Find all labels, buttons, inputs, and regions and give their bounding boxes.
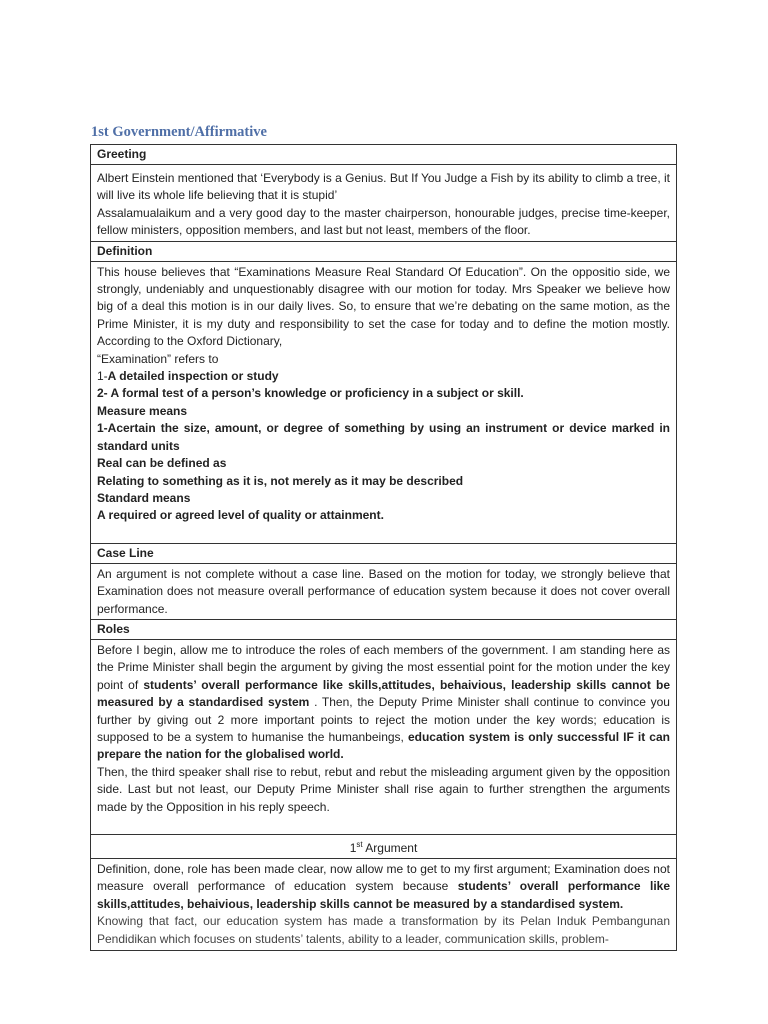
definition-exam-refers: “Examination” refers to <box>97 351 219 366</box>
measure-means: Measure means <box>97 403 188 418</box>
roles-paragraph-2: Then, the third speaker shall rise to rebut, rebut and rebut the misleading argument given by the opposition side. Last but not least, our Deputy Prime Minister shall rise again to further strengthen the arguments made by the Opposition in his reply speech. <box>97 764 670 814</box>
argument-cell <box>91 859 676 951</box>
greeting-header: Greeting <box>91 145 676 165</box>
definition-1-num: 1- <box>97 369 108 384</box>
roles-cell <box>91 640 676 835</box>
measure-definition: 1-Acertain the size, amount, or degree of something by using an instrument or device marked in standard units <box>97 421 670 453</box>
argument-suffix: st <box>356 840 363 849</box>
roles-text-b: students’ overall performance like skills,attitudes, behaivious, leadership skills cannot be measured by a standardised system <box>97 677 670 710</box>
real-definition: Relating to something as it is, not merely as it may be described <box>97 473 464 488</box>
roles-text-d: education system is only successful IF it can prepare the nation for the globalised world. <box>97 729 670 762</box>
roles-text-c: . Then, the Deputy Prime Minister shall continue to convince you further by giving out 2 more important points to reject the motion under the key words; education is supposed to be a system to humanise the humanbeings, <box>97 695 670 744</box>
roles-paragraph-1 <box>97 642 670 764</box>
greeting-quote: Albert Einstein mentioned that ‘Everybody is a Genius. But If You Judge a Fish by its ability to climb a tree, it will live its whole life believing that it is stupid’ <box>97 171 670 203</box>
definition-intro: This house believes that “Examinations Measure Real Standard Of Education”. On the oppositio side, we strongly, undeniably and unquestionably disagree with our motion for today. Mrs Speaker we believe how big of a deal this motion is in our daily lives. So, to ensure that we’re debating on the same motion, as the Prime Minister, it is my duty and responsibility to set the case for today and to define the motion mostly. According to the Oxford Dictionary, <box>97 264 670 349</box>
argument-header <box>91 835 676 859</box>
definition-1-text: A detailed inspection or study <box>107 369 279 384</box>
argument-label: Argument <box>362 841 418 855</box>
argument-text-b: students’ overall performance like skills,attitudes, behaivious, leadership skills cannot be measured by a standardised system. <box>97 879 671 911</box>
roles-header: Roles <box>91 620 676 640</box>
standard-definition: A required or agreed level of quality or attainment. <box>97 508 384 523</box>
caseline-cell <box>91 564 676 620</box>
page-title: 1st Government/Affirmative <box>91 124 267 140</box>
argument-number: 1 <box>349 841 357 855</box>
argument-paragraph-2: Knowing that fact, our education system has made a transformation by its Pelan Induk Pembangunan Pendidikan which focuses on students’ talents, ability to a leader, communication skills, problem- <box>97 914 670 946</box>
caseline-text: An argument is not complete without a case line. Based on the motion for today, we strongly believe that Examination does not measure overall performance of education system because it does not cover overall performance. <box>97 566 670 616</box>
definition-header: Definition <box>91 242 676 262</box>
greeting-salute: Assalamualaikum and a very good day to the master chairperson, honourable judges, precise time-keeper, fellow ministers, opposition members, and last but not least, members of the floor. <box>97 205 670 238</box>
argument-text-a: Definition, done, role has been made clear, now allow me to get to my first argument; Examination does not measure overall performance of education system because <box>97 862 670 894</box>
standard-means: Standard means <box>97 490 191 505</box>
real-means: Real can be defined as <box>97 456 227 471</box>
caseline-header: Case Line <box>91 544 676 564</box>
greeting-cell <box>91 165 676 242</box>
definition-1 <box>97 368 670 385</box>
debate-table <box>90 144 677 951</box>
definition-cell <box>91 262 676 544</box>
definition-2: 2- A formal test of a person’s knowledge or proficiency in a subject or skill. <box>97 386 524 401</box>
roles-text-a: Before I begin, allow me to introduce the roles of each members of the government. I am standing here as the Prime Minister shall begin the argument by giving the most essential point for the motion under the key point of <box>97 642 670 692</box>
argument-paragraph-1 <box>97 861 670 913</box>
